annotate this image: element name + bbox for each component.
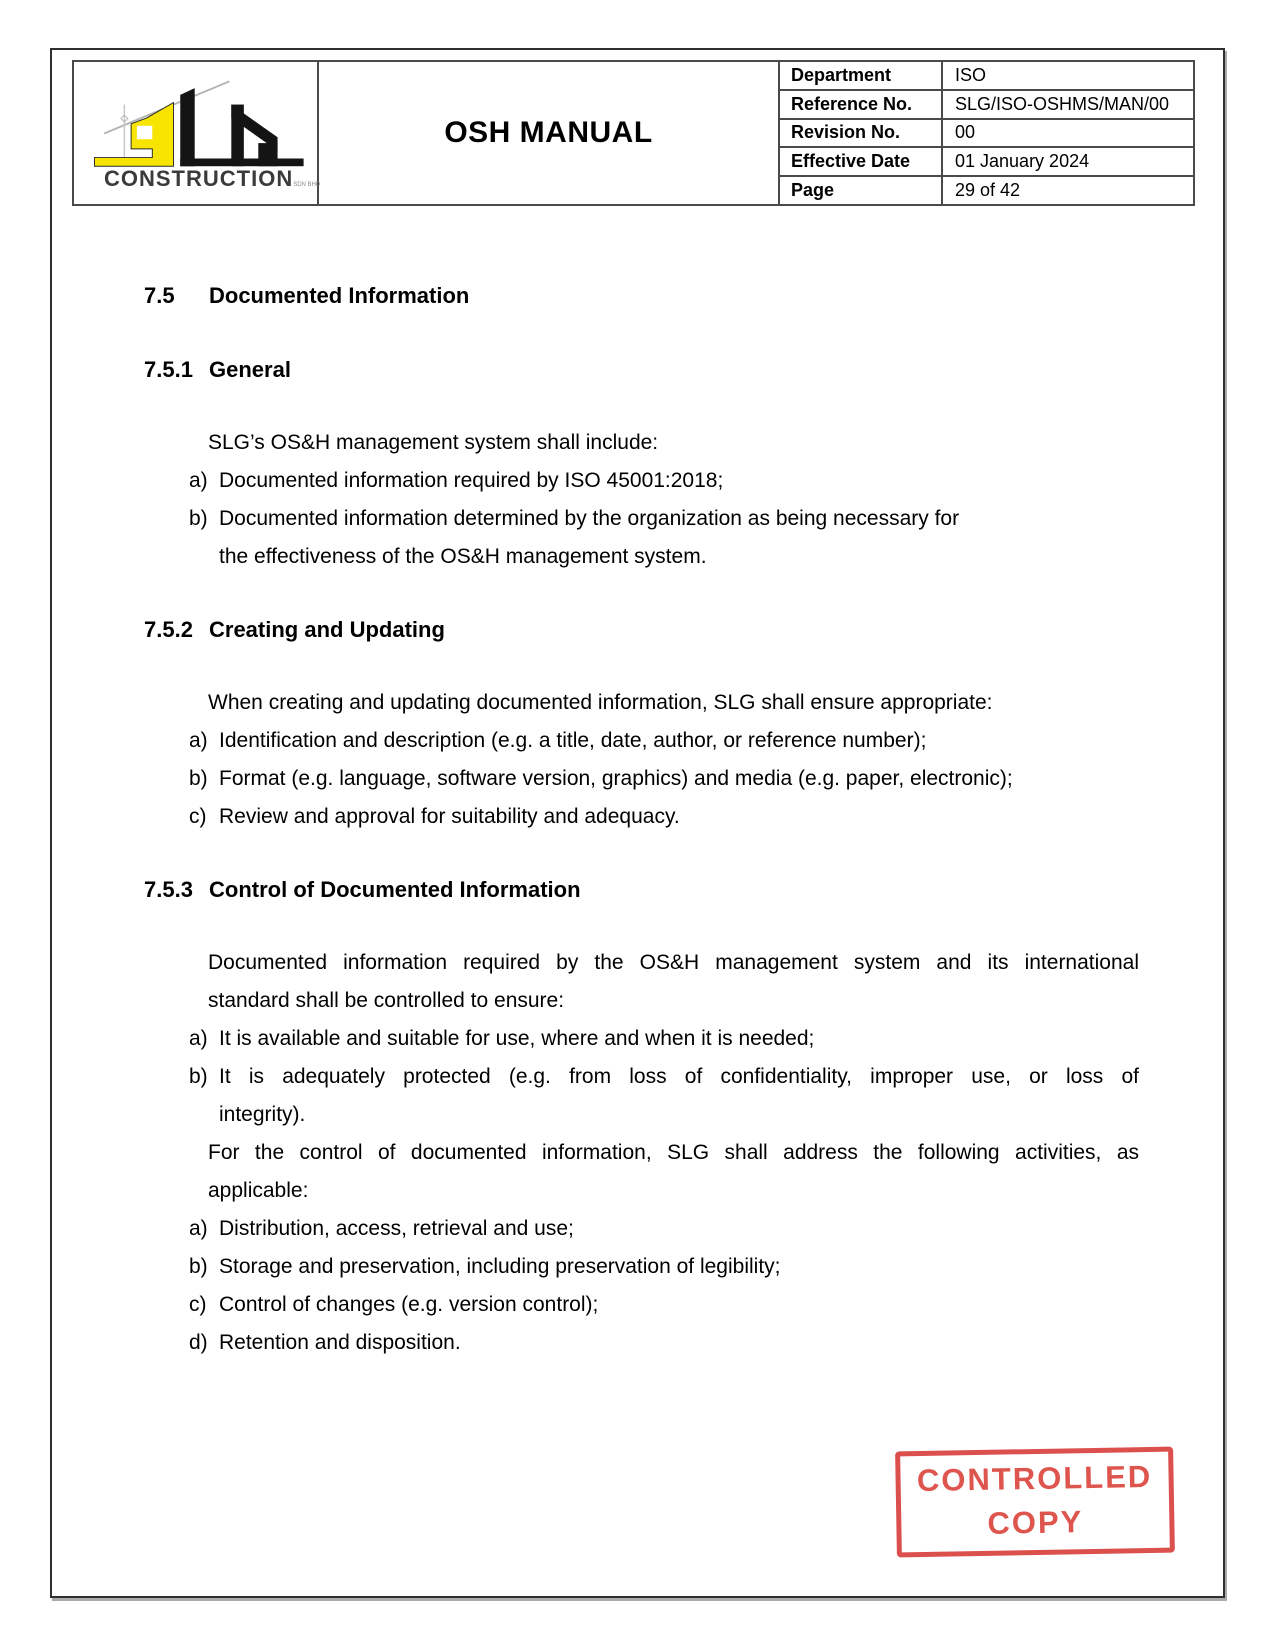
- meta-value: SLG/ISO-OSHMS/MAN/00: [955, 93, 1170, 114]
- paragraph-line: applicable:: [208, 1179, 309, 1202]
- list-line: Review and approval for suitability and adequacy.: [219, 805, 680, 828]
- section-number: 7.5.3: [144, 877, 193, 902]
- meta-table: [780, 62, 1193, 204]
- list-marker: a): [189, 1027, 208, 1050]
- list-line: integrity).: [219, 1103, 306, 1126]
- meta-value: 00: [955, 122, 976, 143]
- list-line: It is adequately protected (e.g. from loss of confidentiality, improper use, or loss of: [219, 1065, 1139, 1088]
- paragraph-line: For the control of documented information, SLG shall address the following activities, as: [208, 1141, 1139, 1164]
- page-frame: [50, 48, 1225, 1598]
- section-number: 7.5.1: [144, 357, 193, 382]
- paragraph: [208, 1134, 1139, 1210]
- paragraph-line: When creating and updating documented information, SLG shall ensure appropriate:: [208, 691, 993, 714]
- section-heading: [144, 350, 1144, 390]
- stamp-line: COPY: [987, 1504, 1084, 1541]
- meta-row-effective-date: [780, 146, 1193, 175]
- list-line: Storage and preservation, including preservation of legibility;: [219, 1255, 781, 1278]
- meta-label: Effective Date: [780, 148, 943, 175]
- list-marker: a): [189, 469, 208, 492]
- paragraph-line: Documented information required by the OS&H management system and its international: [208, 951, 1139, 974]
- document-body: [144, 242, 1144, 1362]
- meta-label: Department: [780, 62, 943, 89]
- section-number: 7.5: [144, 283, 175, 308]
- list-line: Documented information required by ISO 45001:2018;: [219, 469, 724, 492]
- list-line: the effectiveness of the OS&H management system.: [219, 545, 707, 568]
- logo-construction-label: CONSTRUCTIONSDN BHD: [104, 166, 321, 191]
- list-item-text: [219, 1324, 1139, 1362]
- list-line: Identification and description (e.g. a title, date, author, or reference number);: [219, 729, 927, 752]
- section-heading: [144, 610, 1144, 650]
- list-line: It is available and suitable for use, where and when it is needed;: [219, 1027, 815, 1050]
- list-line: Documented information determined by the organization as being necessary for: [219, 507, 960, 530]
- paragraph: [208, 684, 1139, 722]
- list-item-text: [219, 1248, 1139, 1286]
- list-item: [189, 1324, 1144, 1362]
- list-item-text: [219, 1286, 1139, 1324]
- section-title: General: [209, 357, 291, 382]
- list-item: [189, 760, 1144, 798]
- section-heading: [144, 276, 1144, 316]
- meta-value: 29 of 42: [955, 180, 1021, 201]
- list-line: Control of changes (e.g. version control);: [219, 1293, 599, 1316]
- section-heading: [144, 870, 1144, 910]
- list-item: [189, 1286, 1144, 1324]
- paragraph-line: SLG’s OS&H management system shall include:: [208, 431, 659, 454]
- meta-label: Reference No.: [780, 91, 943, 118]
- list-item: [189, 1058, 1144, 1134]
- meta-label: Page: [780, 177, 943, 204]
- stamp-line: CONTROLLED: [916, 1458, 1153, 1499]
- paragraph: [208, 424, 1139, 462]
- list-item: [189, 1248, 1144, 1286]
- slg-logo-icon: [86, 66, 314, 172]
- meta-row-revision-no: [780, 118, 1193, 147]
- list-item-text: [219, 1058, 1139, 1134]
- section-title: Control of Documented Information: [209, 877, 581, 902]
- list-item: [189, 462, 1144, 500]
- section-number: 7.5.2: [144, 617, 193, 642]
- list-marker: b): [189, 507, 208, 530]
- list-item-text: [219, 1210, 1139, 1248]
- meta-row-department: [780, 62, 1193, 89]
- list-item-text: [219, 798, 1139, 836]
- list-marker: d): [189, 1331, 208, 1354]
- list-marker: a): [189, 1217, 208, 1240]
- paragraph: [208, 944, 1139, 1020]
- list-marker: b): [189, 1065, 208, 1088]
- meta-value: ISO: [955, 64, 987, 85]
- list-item-text: [219, 760, 1139, 798]
- meta-value: 01 January 2024: [955, 151, 1090, 172]
- list-item: [189, 722, 1144, 760]
- meta-row-reference-no: [780, 89, 1193, 118]
- list-item: [189, 500, 1144, 576]
- list-marker: c): [189, 1293, 207, 1316]
- list-item-text: [219, 722, 1139, 760]
- document-title: OSH MANUAL: [444, 116, 653, 149]
- list-item: [189, 1210, 1144, 1248]
- list-item: [189, 1020, 1144, 1058]
- list-item-text: [219, 462, 1139, 500]
- header-table: [72, 60, 1195, 206]
- list-marker: b): [189, 767, 208, 790]
- list-item-text: [219, 500, 1139, 576]
- list-item-text: [219, 1020, 1139, 1058]
- list-line: Distribution, access, retrieval and use;: [219, 1217, 574, 1240]
- list-marker: b): [189, 1255, 208, 1278]
- list-item: [189, 798, 1144, 836]
- logo-cell: [74, 62, 319, 204]
- list-marker: a): [189, 729, 208, 752]
- list-line: Retention and disposition.: [219, 1331, 461, 1354]
- paragraph-line: standard shall be controlled to ensure:: [208, 989, 565, 1012]
- controlled-copy-stamp: [895, 1447, 1175, 1558]
- section-title: Documented Information: [209, 283, 470, 308]
- logo-suffix-label: SDN BHD: [293, 182, 321, 188]
- list-marker: c): [189, 805, 207, 828]
- meta-row-page: [780, 175, 1193, 204]
- meta-label: Revision No.: [780, 120, 943, 147]
- list-line: Format (e.g. language, software version, graphics) and media (e.g. paper, electronic);: [219, 767, 1013, 790]
- section-title: Creating and Updating: [209, 617, 445, 642]
- title-cell: [319, 62, 780, 204]
